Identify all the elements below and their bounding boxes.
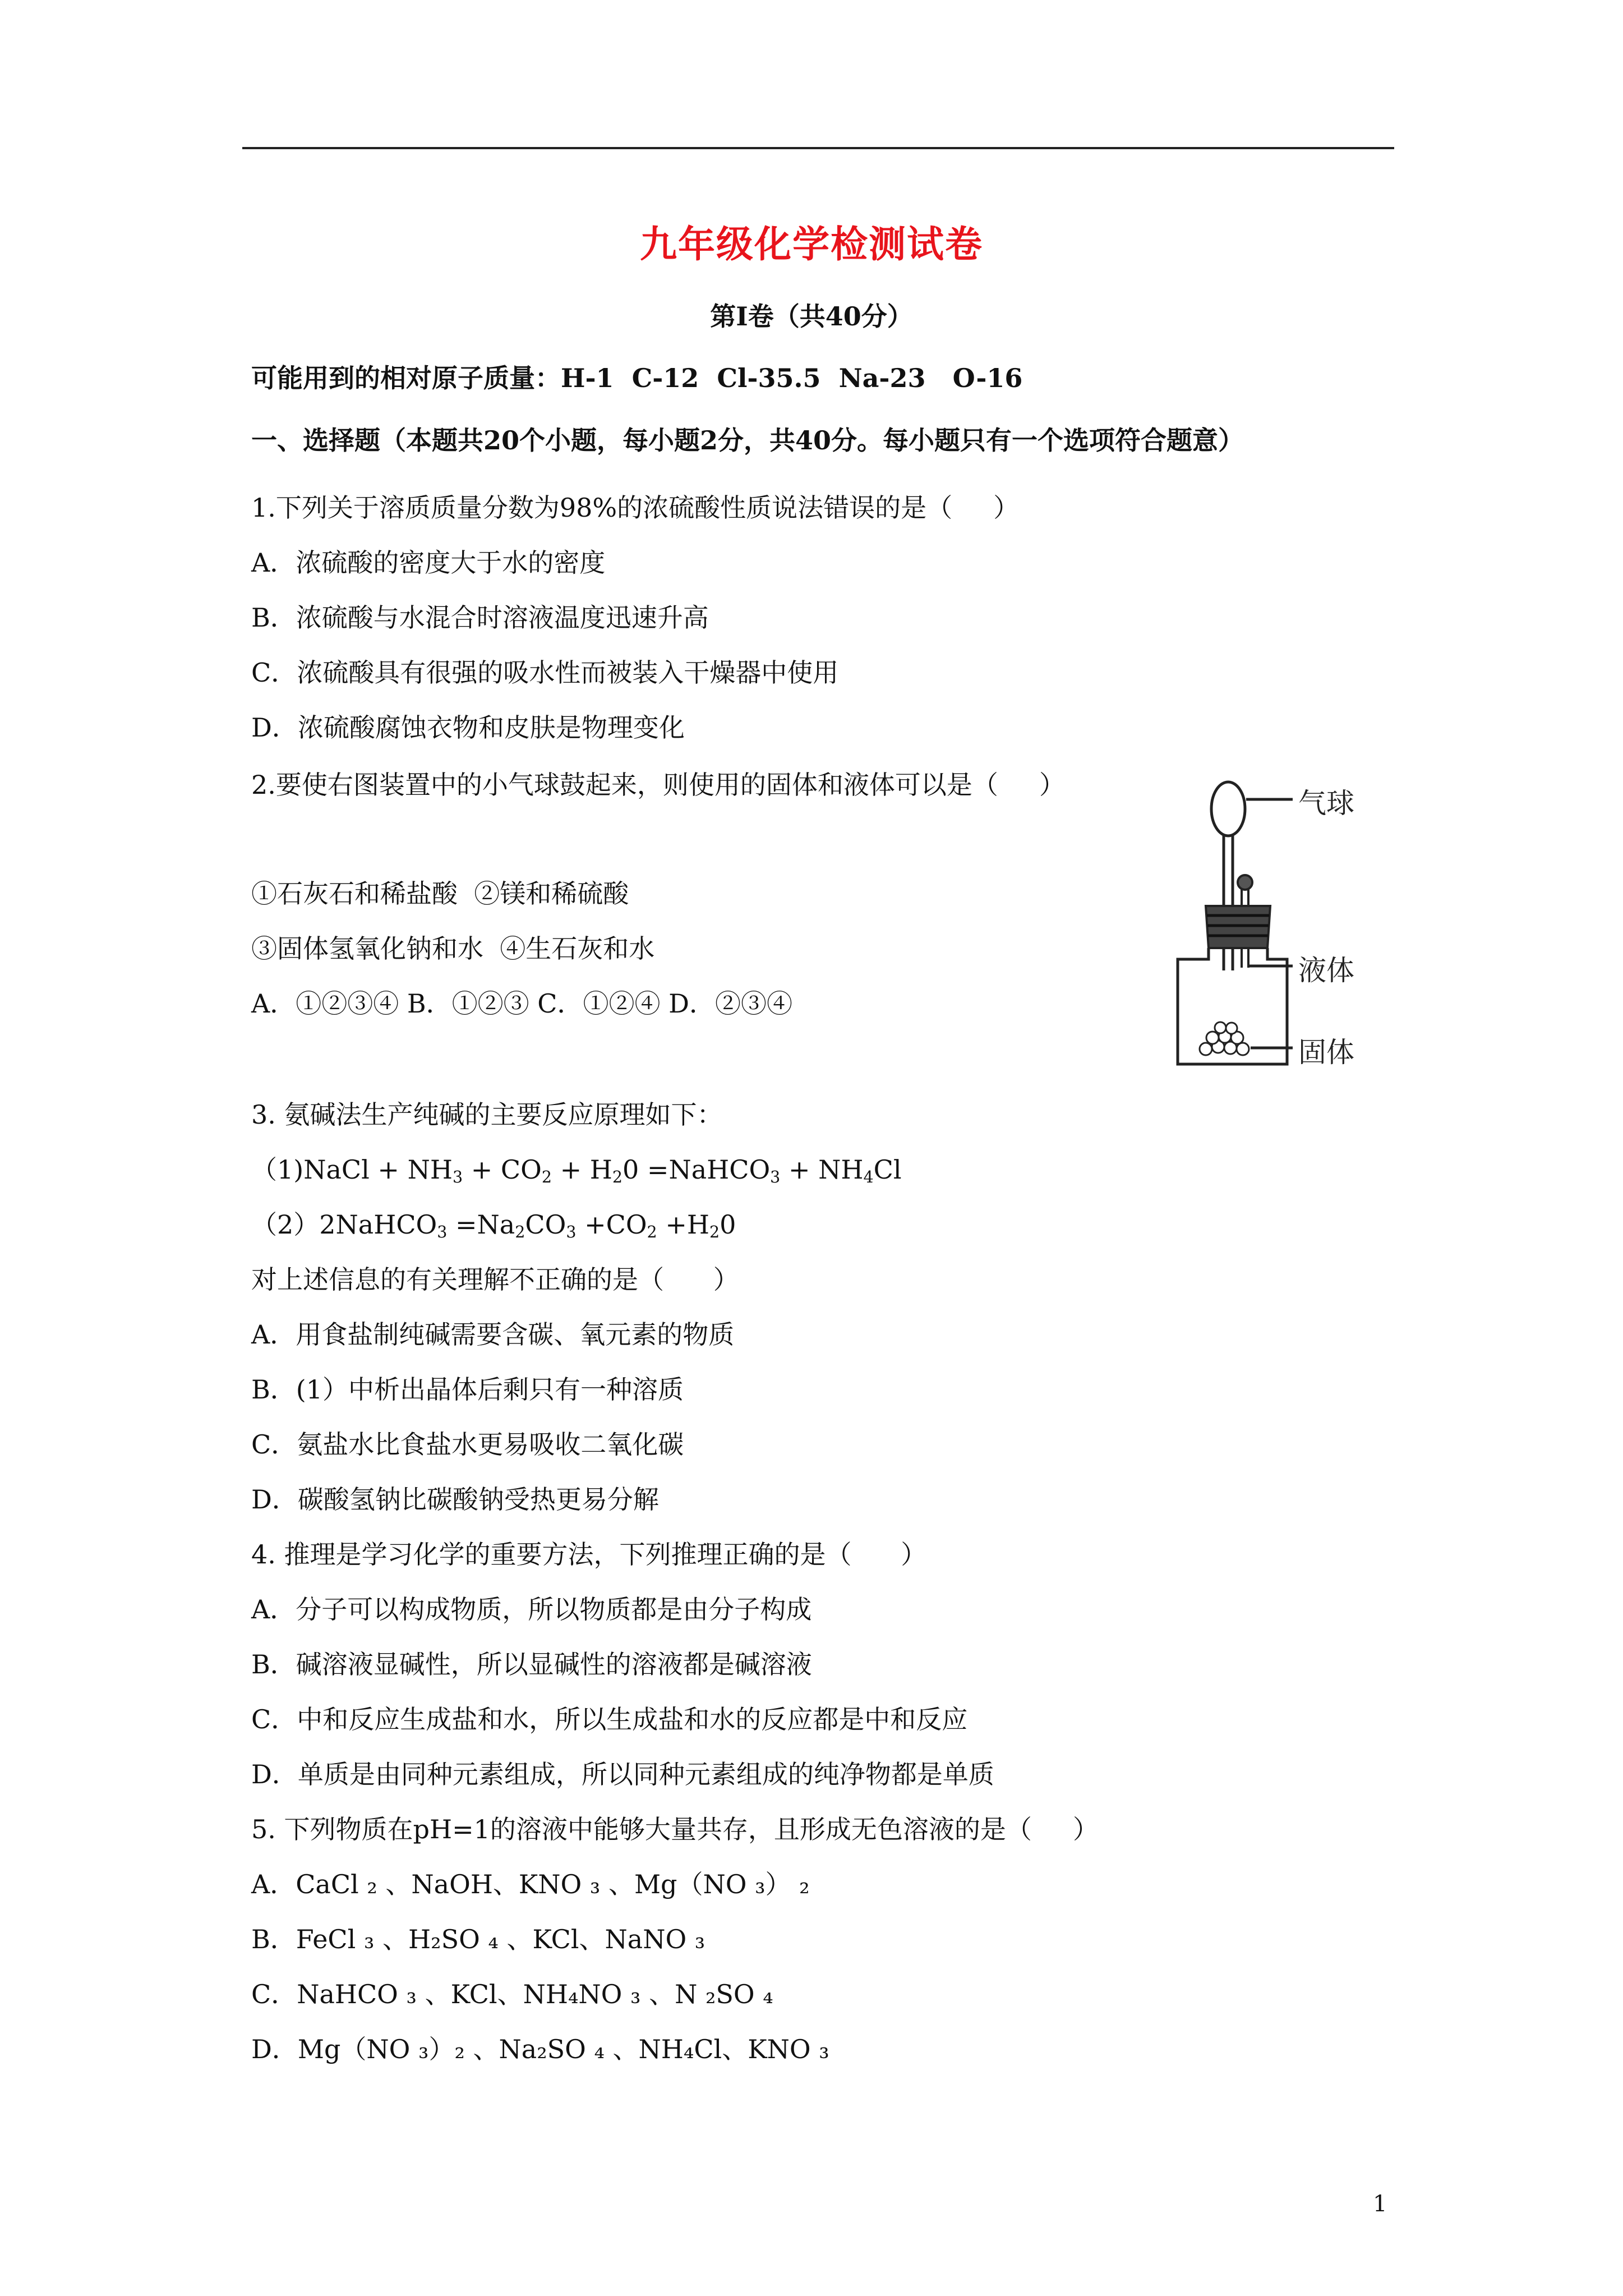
eq2-subscript: 2 xyxy=(647,1223,657,1242)
eq1-part: （1)NaCl + NH xyxy=(251,1154,453,1185)
q5-option-c: C．NaHCO ₃ 、KCl、NH₄NO ₃ 、N ₂SO ₄ xyxy=(251,1979,773,2009)
solid-label: 固体 xyxy=(1298,1036,1354,1069)
eq2-part: 0 xyxy=(720,1209,736,1240)
q1-option-a: A．浓硫酸的密度大于水的密度 xyxy=(251,547,606,578)
atomic-mass-values: H-1 C-12 Cl-35.5 Na-23 O-16 xyxy=(561,363,1023,393)
eq1-part: + CO xyxy=(463,1154,542,1185)
balloon-label: 气球 xyxy=(1298,787,1354,820)
atomic-mass-line xyxy=(251,358,1022,395)
q1-stem: 1.下列关于溶质质量分数为98%的浓硫酸性质说法错误的是（ ） xyxy=(251,493,1020,523)
q5-stem: 5. 下列物质在pH=1的溶液中能够大量共存，且形成无色溶液的是（ ） xyxy=(251,1814,1099,1844)
eq1-subscript: 3 xyxy=(452,1168,463,1187)
eq1-subscript: 2 xyxy=(541,1168,552,1187)
eq2-part: =Na xyxy=(447,1209,515,1240)
page-title: 九年级化学检测试卷 xyxy=(640,222,983,266)
eq2-subscript: 3 xyxy=(437,1223,448,1242)
q3-option-a: A．用食盐制纯碱需要含碳、氧元素的物质 xyxy=(251,1319,735,1350)
q3-equation-1 xyxy=(251,1154,902,1187)
eq1-subscript: 4 xyxy=(863,1168,874,1187)
q4-option-b: B．碱溶液显碱性，所以显碱性的溶液都是碱溶液 xyxy=(251,1649,812,1680)
q5-option-b: B．FeCl ₃ 、H₂SO ₄ 、KCl、NaNO ₃ xyxy=(251,1924,706,1954)
eq2-subscript: 2 xyxy=(515,1223,525,1242)
eq1-part: + NH xyxy=(780,1154,864,1185)
atomic-mass-label: 可能用到的相对原子质量： xyxy=(251,363,561,393)
q4-option-a: A．分子可以构成物质，所以物质都是由分子构成 xyxy=(251,1594,812,1625)
eq2-subscript: 2 xyxy=(709,1223,720,1242)
q2-items-1: ①石灰石和稀盐酸 ②镁和稀硫酸 xyxy=(251,878,629,909)
part-heading: 一、选择题（本题共20个小题，每小题2分，共40分。每小题只有一个选项符合题意） xyxy=(251,425,1244,455)
eq1-part: 0 =NaHCO xyxy=(623,1154,771,1185)
eq2-part: CO xyxy=(525,1209,566,1240)
header-rule xyxy=(242,147,1394,149)
q3-equation-2 xyxy=(251,1209,736,1242)
q3-stem: 3. 氨碱法生产纯碱的主要反应原理如下： xyxy=(251,1099,723,1130)
q2-stem: 2.要使右图装置中的小气球鼓起来，则使用的固体和液体可以是（ ） xyxy=(251,770,1065,800)
q1-option-d: D．浓硫酸腐蚀衣物和皮肤是物理变化 xyxy=(251,712,685,743)
q3-option-b: B．(1）中析出晶体后剩只有一种溶质 xyxy=(251,1374,684,1405)
eq1-part: Cl xyxy=(873,1154,902,1185)
eq2-subscript: 3 xyxy=(566,1223,577,1242)
q3-ask: 对上述信息的有关理解不正确的是（ ） xyxy=(251,1264,739,1295)
page-number: 1 xyxy=(1373,2191,1387,2217)
q2-options: A．①②③④ B．①②③ C．①②④ D．②③④ xyxy=(251,988,792,1019)
q3-option-c: C．氨盐水比食盐水更易吸收二氧化碳 xyxy=(251,1429,684,1460)
q4-option-d: D．单质是由同种元素组成，所以同种元素组成的纯净物都是单质 xyxy=(251,1759,994,1789)
section-heading: 第Ⅰ卷（共40分） xyxy=(710,301,913,332)
eq1-subscript: 2 xyxy=(612,1168,623,1187)
liquid-label: 液体 xyxy=(1298,954,1354,987)
eq2-part: +H xyxy=(657,1209,709,1240)
q4-option-c: C．中和反应生成盐和水，所以生成盐和水的反应都是中和反应 xyxy=(251,1704,968,1734)
q2-items-2: ③固体氢氧化钠和水 ④生石灰和水 xyxy=(251,933,655,964)
balloon-apparatus-figure xyxy=(1166,769,1408,1083)
eq1-part: + H xyxy=(551,1154,612,1185)
q5-option-d: D．Mg（NO ₃）₂ 、Na₂SO ₄ 、NH₄Cl、KNO ₃ xyxy=(251,2034,829,2064)
eq2-part: +CO xyxy=(576,1209,647,1240)
apparatus-drawing xyxy=(1166,769,1408,1083)
q1-option-b: B．浓硫酸与水混合时溶液温度迅速升高 xyxy=(251,602,709,633)
q3-option-d: D．碳酸氢钠比碳酸钠受热更易分解 xyxy=(251,1484,659,1515)
eq1-subscript: 3 xyxy=(770,1168,781,1187)
eq2-part: （2）2NaHCO xyxy=(251,1209,437,1240)
q5-option-a: A．CaCl ₂ 、NaOH、KNO ₃ 、Mg（NO ₃） ₂ xyxy=(251,1869,810,1899)
q1-option-c: C．浓硫酸具有很强的吸水性而被装入干燥器中使用 xyxy=(251,657,839,688)
q4-stem: 4. 推理是学习化学的重要方法，下列推理正确的是（ ） xyxy=(251,1539,927,1570)
